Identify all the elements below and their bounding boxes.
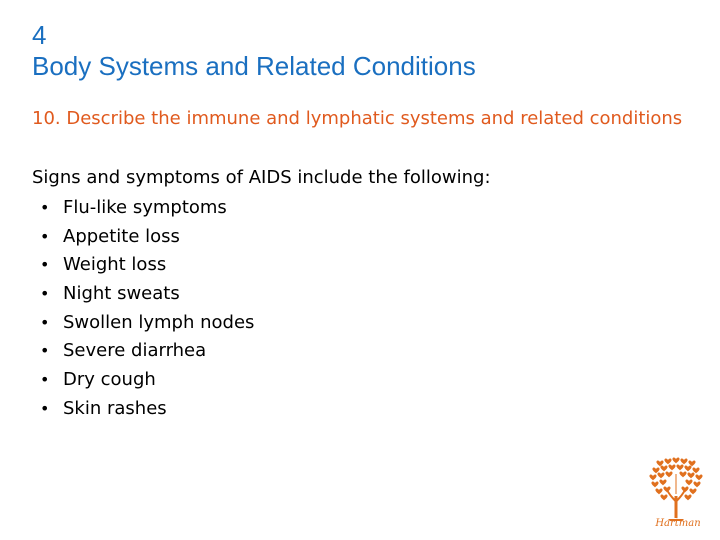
list-item-label: Skin rashes	[63, 397, 167, 419]
bullet-icon: •	[40, 370, 50, 390]
bullet-icon: •	[40, 398, 50, 418]
learning-objective: 10. Describe the immune and lymphatic systems and related conditions	[32, 108, 683, 129]
symptom-list	[40, 194, 254, 424]
bullet-icon: •	[40, 226, 50, 246]
bullet-icon: •	[40, 198, 50, 217]
slide-title	[32, 20, 476, 82]
intro-text: Signs and symptoms of AIDS include the following:	[32, 167, 491, 188]
list-item	[40, 280, 254, 309]
list-item-label: Dry cough	[63, 369, 156, 391]
list-item	[40, 337, 254, 366]
bullet-icon: •	[40, 312, 50, 332]
chapter-number: 4	[32, 20, 47, 50]
list-item-label: Swollen lymph nodes	[63, 311, 255, 333]
list-item	[40, 366, 254, 395]
bullet-icon: •	[40, 341, 50, 361]
list-item-label: Night sweats	[63, 283, 180, 305]
list-item	[40, 223, 254, 252]
hartman-logo-text: Hartman	[655, 518, 701, 529]
bullet-icon: •	[40, 255, 50, 275]
list-item-label: Weight loss	[63, 254, 167, 276]
list-item-label: Appetite loss	[63, 225, 180, 247]
list-item-label: Flu-like symptoms	[63, 197, 227, 218]
chapter-name: Body Systems and Related Conditions	[32, 51, 476, 81]
list-item	[40, 395, 254, 424]
bullet-icon: •	[40, 284, 50, 304]
list-item	[40, 251, 254, 280]
list-item	[40, 194, 254, 223]
list-item-label: Severe diarrhea	[63, 340, 207, 362]
list-item	[40, 309, 254, 338]
